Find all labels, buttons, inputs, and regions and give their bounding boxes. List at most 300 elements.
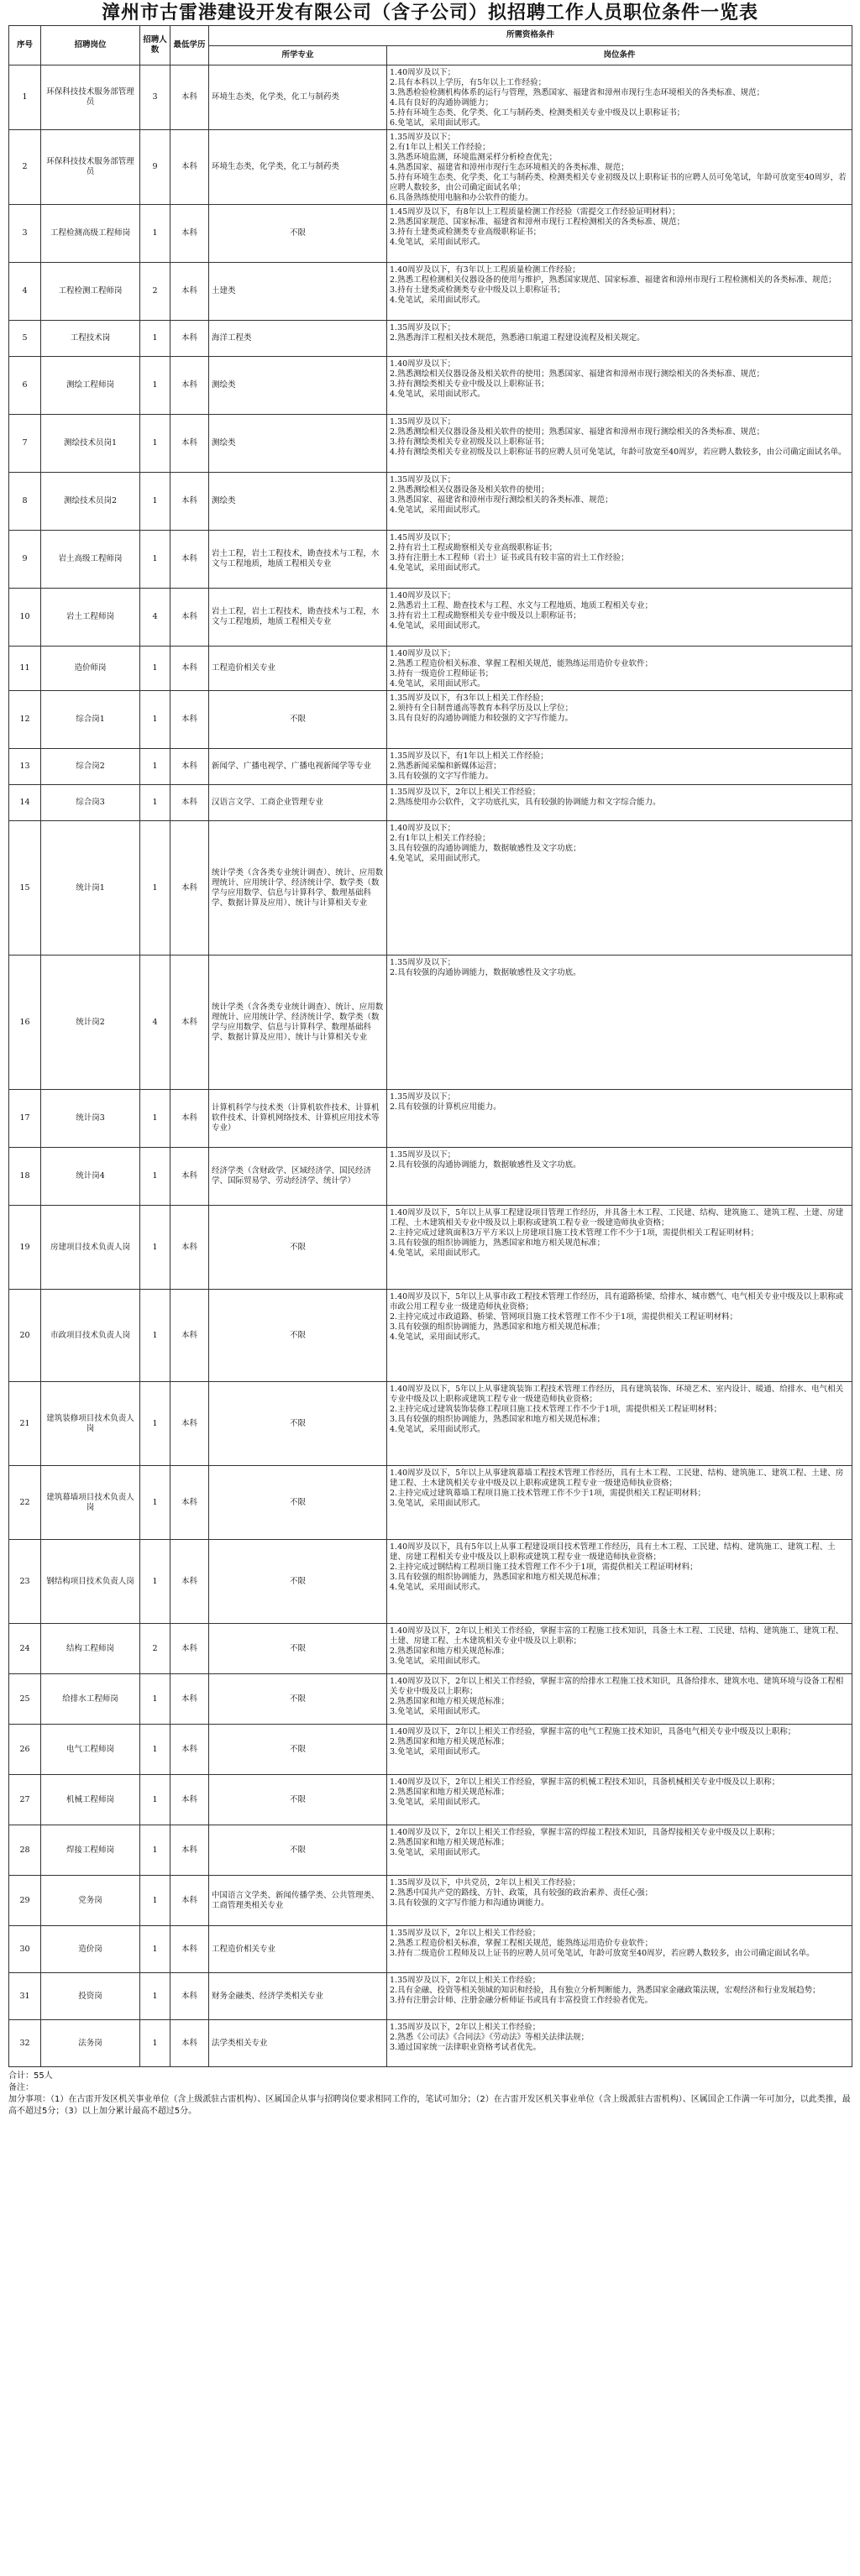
row-count: 1 xyxy=(140,647,170,691)
condition-line: 3.具有较强的组织协调能力，熟悉国家和地方相关规范标准； xyxy=(390,1415,606,1424)
row-education: 本科 xyxy=(170,821,209,956)
row-number: 16 xyxy=(9,956,41,1090)
condition-line: 1.40周岁及以下，具有5年以上从事工程建设项目技术管理工作经历，具有土木工程、工民建、结构、建筑施工、建筑工程、土建、房建工程相关专业中级及以上职称或建筑工程专业一级建造师执业资格； xyxy=(390,1542,836,1562)
row-number: 26 xyxy=(9,1725,41,1775)
row-count: 1 xyxy=(140,2020,170,2067)
condition-line: 6.具备熟练使用电脑和办公软件的能力。 xyxy=(390,193,533,202)
row-position: 测绘技术员岗1 xyxy=(41,415,140,473)
condition-line: 1.40周岁及以下； xyxy=(390,359,456,369)
condition-line: 4.免笔试，采用面试形式。 xyxy=(390,854,485,863)
row-position: 法务岗 xyxy=(41,2020,140,2067)
condition-line: 2.熟悉工程检测相关仪器设备的使用与维护，熟悉国家规范、国家标准、福建省和漳州市现行工程检测相关的各类标准、规范； xyxy=(390,275,836,285)
row-number: 12 xyxy=(9,691,41,749)
row-count: 1 xyxy=(140,1290,170,1382)
row-education: 本科 xyxy=(170,1775,209,1825)
table-row xyxy=(9,205,852,263)
row-count: 1 xyxy=(140,1382,170,1466)
row-major: 不限 xyxy=(209,1624,387,1674)
row-count: 9 xyxy=(140,130,170,205)
row-position: 综合岗1 xyxy=(41,691,140,749)
row-conditions xyxy=(387,263,852,321)
row-count: 1 xyxy=(140,531,170,589)
row-education: 本科 xyxy=(170,1973,209,2020)
row-number: 11 xyxy=(9,647,41,691)
row-count: 1 xyxy=(140,821,170,956)
row-conditions xyxy=(387,1382,852,1466)
row-count: 4 xyxy=(140,589,170,647)
condition-line: 2.熟练使用办公软件，文字功底扎实，具有较强的协调能力和文字综合能力。 xyxy=(390,798,661,807)
row-count: 4 xyxy=(140,956,170,1090)
row-conditions xyxy=(387,531,852,589)
row-education: 本科 xyxy=(170,65,209,130)
table-row xyxy=(9,2020,852,2067)
table-row xyxy=(9,1090,852,1148)
row-position: 测绘技术员岗2 xyxy=(41,473,140,531)
row-major: 测绘类 xyxy=(209,357,387,415)
condition-line: 1.40周岁及以下，5年以上从事建筑幕墙工程技术管理工作经历，具有土木工程、工民建、结构、建筑施工、建筑工程、土建、房建工程、土木建筑相关专业中级及以上职称或建筑工程专业一级建造师执业资格； xyxy=(390,1469,844,1488)
table-row xyxy=(9,1382,852,1466)
row-conditions xyxy=(387,415,852,473)
row-conditions xyxy=(387,785,852,821)
condition-line: 5.持有环境生态类、化学类、化工与制药类、检测类相关专业中级及以上职称证书； xyxy=(390,108,685,118)
row-number: 28 xyxy=(9,1825,41,1876)
condition-line: 5.持有环境生态类、化学类、化工与制药类、检测类相关专业初级及以上职称证书的应聘人员可免笔试，年龄可放宽至40周岁，若应聘人数较多，由公司确定面试名单； xyxy=(390,173,847,192)
row-number: 13 xyxy=(9,749,41,785)
table-row xyxy=(9,1973,852,2020)
table-row xyxy=(9,1206,852,1290)
row-count: 1 xyxy=(140,1876,170,1926)
row-count: 1 xyxy=(140,357,170,415)
row-position: 党务岗 xyxy=(41,1876,140,1926)
document-page xyxy=(8,0,852,2118)
row-count: 1 xyxy=(140,1148,170,1206)
condition-line: 1.35周岁及以下，2年以上相关工作经验； xyxy=(390,1929,541,1938)
condition-line: 3.具有较强的组织协调能力，熟悉国家和地方相关规范标准； xyxy=(390,1238,606,1248)
row-conditions xyxy=(387,956,852,1090)
row-conditions xyxy=(387,321,852,357)
condition-line: 2.熟悉岩土工程、勘查技术与工程、水文与工程地质、地质工程相关专业； xyxy=(390,601,653,610)
condition-line: 3.持有注册会计师、注册金融分析师证书或具有丰富投资工作经验者优先。 xyxy=(390,1996,653,2005)
condition-line: 3.通过国家统一法律职业资格考试者优先。 xyxy=(390,2043,542,2052)
row-number: 3 xyxy=(9,205,41,263)
row-education: 本科 xyxy=(170,415,209,473)
condition-line: 2.熟悉工程造价相关标准、掌握工程相关规范，能熟练运用造价专业软件； xyxy=(390,659,653,668)
row-number: 22 xyxy=(9,1466,41,1540)
row-conditions xyxy=(387,1290,852,1382)
row-major: 土建类 xyxy=(209,263,387,321)
row-conditions xyxy=(387,1206,852,1290)
row-number: 23 xyxy=(9,1540,41,1624)
condition-line: 3.持有二级造价工程师及以上证书的应聘人员可免笔试，年龄可放宽至40周岁，若应聘人数较多，由公司确定面试名单。 xyxy=(390,1949,815,1958)
row-conditions xyxy=(387,1825,852,1876)
condition-line: 1.45周岁及以下，有8年以上工程质量检测工作经验（需提交工作经验证明材料）； xyxy=(390,207,680,217)
row-position: 焊接工程师岗 xyxy=(41,1825,140,1876)
condition-line: 1.40周岁及以下，2年以上相关工作经验，掌握丰富的电气工程施工技术知识，具备电气相关专业中级及以上职称； xyxy=(390,1727,796,1736)
row-count: 1 xyxy=(140,1725,170,1775)
header-position: 招聘岗位 xyxy=(41,26,140,65)
condition-line: 2.须持有全日制普通高等教育本科学历及以上学位； xyxy=(390,704,574,713)
row-education: 本科 xyxy=(170,1090,209,1148)
condition-line: 3.免笔试，采用面试形式。 xyxy=(390,1499,485,1508)
row-major: 法学类相关专业 xyxy=(209,2020,387,2067)
total-count: 合计：55人 xyxy=(8,2071,53,2081)
condition-line: 3.持有测绘类相关专业初级及以上职称证书； xyxy=(390,437,549,447)
row-major: 经济学类（含财政学、区域经济学、国民经济学、国际贸易学、劳动经济学、统计学） xyxy=(209,1148,387,1206)
condition-line: 1.40周岁及以下，2年以上相关工作经验，掌握丰富的焊接工程技术知识，具备焊接相关专业中级及以上职称； xyxy=(390,1828,780,1837)
row-number: 20 xyxy=(9,1290,41,1382)
row-number: 15 xyxy=(9,821,41,956)
table-row xyxy=(9,785,852,821)
table-row xyxy=(9,1825,852,1876)
header-conditions: 岗位条件 xyxy=(387,45,852,65)
row-major: 环境生态类，化学类，化工与制药类 xyxy=(209,130,387,205)
condition-line: 4.持有测绘类相关专业初级及以上职称证书的应聘人员可免笔试，年龄可放宽至40周岁，若应聘人数较多，由公司确定面试名单。 xyxy=(390,448,847,457)
condition-line: 1.40周岁及以下，2年以上相关工作经验，掌握丰富的机械工程技术知识，具备机械相关专业中级及以上职称； xyxy=(390,1778,780,1787)
row-education: 本科 xyxy=(170,589,209,647)
condition-line: 1.35周岁及以下，中共党员，2年以上相关工作经验； xyxy=(390,1878,580,1887)
row-conditions xyxy=(387,1876,852,1926)
condition-line: 1.40周岁及以下，2年以上相关工作经验，掌握丰富的工程施工技术知识，具备土木工程、工民建、结构、建筑施工、建筑工程、土建、房建工程、土木建筑相关专业中级及以上职称； xyxy=(390,1626,844,1646)
row-major: 测绘类 xyxy=(209,415,387,473)
row-conditions xyxy=(387,1973,852,2020)
condition-line: 3.熟悉国家、福建省和漳州市现行测绘相关的各类标准、规范； xyxy=(390,495,613,505)
condition-line: 4.免笔试，采用面试形式。 xyxy=(390,390,485,399)
condition-line: 3.免笔试，采用面试形式。 xyxy=(390,1848,485,1857)
condition-line: 4.免笔试，采用面试形式。 xyxy=(390,1333,485,1342)
row-major: 汉语言文学、工商企业管理专业 xyxy=(209,785,387,821)
table-footer xyxy=(8,2071,852,2118)
condition-line: 1.40周岁及以下； xyxy=(390,824,456,833)
header-row xyxy=(9,26,852,46)
condition-line: 1.35周岁及以下，2年以上相关工作经验； xyxy=(390,2023,541,2032)
row-position: 给排水工程师岗 xyxy=(41,1674,140,1725)
row-position: 建筑幕墙项目技术负责人岗 xyxy=(41,1466,140,1540)
row-count: 1 xyxy=(140,691,170,749)
row-conditions xyxy=(387,691,852,749)
condition-line: 2.熟悉国家和地方相关规范标准； xyxy=(390,1788,510,1797)
table-row xyxy=(9,130,852,205)
table-row xyxy=(9,1876,852,1926)
row-position: 造价岗 xyxy=(41,1926,140,1973)
condition-line: 2.有1年以上相关工作经验； xyxy=(390,834,490,843)
row-education: 本科 xyxy=(170,1290,209,1382)
row-education: 本科 xyxy=(170,1540,209,1624)
row-count: 1 xyxy=(140,1973,170,2020)
table-row xyxy=(9,589,852,647)
condition-line: 4.免笔试，采用面试形式。 xyxy=(390,1583,485,1592)
row-major: 不限 xyxy=(209,691,387,749)
row-count: 1 xyxy=(140,1674,170,1725)
row-major: 不限 xyxy=(209,1466,387,1540)
row-count: 1 xyxy=(140,473,170,531)
condition-line: 1.35周岁及以下，2年以上相关工作经验； xyxy=(390,1976,541,1985)
row-number: 31 xyxy=(9,1973,41,2020)
row-education: 本科 xyxy=(170,205,209,263)
row-number: 29 xyxy=(9,1876,41,1926)
positions-table xyxy=(8,25,852,2067)
condition-line: 2.熟悉《公司法》《合同法》《劳动法》等相关法律法规； xyxy=(390,2033,590,2042)
row-major: 统计学类（含各类专业统计调查）、统计、应用数理统计、应用统计学、经济统计学、数学类（数学与应用数学、信息与计算科学、数理基础科学、数据计算及应用）、统计与计算相关专业 xyxy=(209,821,387,956)
table-row xyxy=(9,473,852,531)
condition-line: 2.具有金融、投资等相关领域的知识和经验，具有独立分析判断能力，熟悉国家金融政策法规，宏观经济和行业发展趋势； xyxy=(390,1986,821,1995)
table-row xyxy=(9,1926,852,1973)
row-position: 电气工程师岗 xyxy=(41,1725,140,1775)
condition-line: 6.免笔试，采用面试形式。 xyxy=(390,118,485,128)
row-education: 本科 xyxy=(170,531,209,589)
condition-line: 2.熟悉国家和地方相关规范标准； xyxy=(390,1697,510,1706)
row-position: 岩土工程师岗 xyxy=(41,589,140,647)
row-conditions xyxy=(387,1775,852,1825)
header-requirements-group: 所需资格条件 xyxy=(209,26,852,46)
row-number: 25 xyxy=(9,1674,41,1725)
condition-line: 2.熟悉测绘相关仪器设备及相关软件的使用； xyxy=(390,485,549,495)
row-count: 1 xyxy=(140,1090,170,1148)
row-major: 岩土工程，岩土工程技术，勘查技术与工程，水文与工程地质，地质工程相关专业 xyxy=(209,589,387,647)
condition-line: 2.熟悉中国共产党的路线、方针、政策，具有较强的政治素养、责任心强； xyxy=(390,1888,653,1898)
row-number: 9 xyxy=(9,531,41,589)
table-row xyxy=(9,321,852,357)
row-major: 中国语言文学类、新闻传播学类、公共管理类、工商管理类相关专业 xyxy=(209,1876,387,1926)
row-conditions xyxy=(387,821,852,956)
condition-line: 3.持有一级造价工程师证书； xyxy=(390,669,494,678)
row-education: 本科 xyxy=(170,130,209,205)
condition-line: 4.熟悉国家、福建省和漳州市现行生态环境相关的各类标准、规范； xyxy=(390,163,629,172)
row-conditions xyxy=(387,589,852,647)
row-education: 本科 xyxy=(170,1926,209,1973)
condition-line: 2.熟悉国家和地方相关规范标准； xyxy=(390,1647,510,1656)
row-conditions xyxy=(387,65,852,130)
row-education: 本科 xyxy=(170,785,209,821)
row-position: 环保科技技术服务部管理员 xyxy=(41,130,140,205)
row-position: 房建项目技术负责人岗 xyxy=(41,1206,140,1290)
table-row xyxy=(9,749,852,785)
condition-line: 2.主持完成过建筑装饰装修工程项目施工技术管理工作不少于1项，需提供相关工程证明材料； xyxy=(390,1405,722,1414)
row-count: 1 xyxy=(140,1466,170,1540)
row-position: 岩土高级工程师岗 xyxy=(41,531,140,589)
header-major: 所学专业 xyxy=(209,45,387,65)
condition-line: 4.具有良好的沟通协调能力； xyxy=(390,98,494,107)
table-row xyxy=(9,956,852,1090)
condition-line: 1.35周岁及以下； xyxy=(390,1150,456,1160)
row-count: 1 xyxy=(140,205,170,263)
row-major: 不限 xyxy=(209,1290,387,1382)
row-position: 统计岗4 xyxy=(41,1148,140,1206)
condition-line: 2.主持完成过市政道路、桥梁、管网项目施工技术管理工作不少于1项，需提供相关工程证明材料； xyxy=(390,1312,738,1322)
table-row xyxy=(9,1725,852,1775)
condition-line: 2.主持完成过钢结构工程项目施工技术管理工作不少于1项，需提供相关工程证明材料； xyxy=(390,1563,698,1572)
row-number: 7 xyxy=(9,415,41,473)
row-education: 本科 xyxy=(170,1725,209,1775)
row-education: 本科 xyxy=(170,321,209,357)
condition-line: 1.40周岁及以下，5年以上从事建筑装饰工程技术管理工作经历，具有建筑装饰、环境艺术、室内设计、暖通、给排水、电气相关专业中级及以上职称或建筑工程专业一级建造师执业资格； xyxy=(390,1385,844,1404)
condition-line: 3.免笔试，采用面试形式。 xyxy=(390,1657,485,1666)
row-position: 统计岗2 xyxy=(41,956,140,1090)
condition-line: 2.熟悉新闻采编和新媒体运营； xyxy=(390,762,501,771)
condition-line: 2.具有较强的沟通协调能力，数据敏感性及文字功底。 xyxy=(390,968,581,977)
row-conditions xyxy=(387,130,852,205)
row-conditions xyxy=(387,1624,852,1674)
table-body xyxy=(9,65,852,2067)
row-number: 2 xyxy=(9,130,41,205)
condition-line: 1.35周岁及以下； xyxy=(390,1092,456,1102)
row-position: 工程技术岗 xyxy=(41,321,140,357)
condition-line: 1.40周岁及以下； xyxy=(390,68,456,77)
condition-line: 1.40周岁及以下； xyxy=(390,591,456,600)
table-row xyxy=(9,1674,852,1725)
row-major: 工程造价相关专业 xyxy=(209,647,387,691)
condition-line: 2.主持完成过建筑幕墙工程项目施工技术管理工作不少于1项，需提供相关工程证明材料； xyxy=(390,1489,706,1498)
condition-line: 2.有1年以上相关工作经验； xyxy=(390,143,490,152)
row-major: 不限 xyxy=(209,1382,387,1466)
condition-line: 4.免笔试，采用面试形式。 xyxy=(390,679,485,689)
condition-line: 1.40周岁及以下； xyxy=(390,649,456,658)
row-position: 工程检测高级工程师岗 xyxy=(41,205,140,263)
condition-line: 2.具有较强的计算机应用能力。 xyxy=(390,1102,501,1112)
row-number: 21 xyxy=(9,1382,41,1466)
row-conditions xyxy=(387,1148,852,1206)
row-major: 不限 xyxy=(209,1725,387,1775)
row-position: 环保科技技术服务部管理员 xyxy=(41,65,140,130)
condition-line: 4.免笔试，采用面试形式。 xyxy=(390,238,485,247)
row-major: 计算机科学与技术类（计算机软件技术、计算机软件技术、计算机网络技术、计算机应用技术等专业） xyxy=(209,1090,387,1148)
row-conditions xyxy=(387,749,852,785)
row-conditions xyxy=(387,1674,852,1725)
row-major: 不限 xyxy=(209,1825,387,1876)
row-conditions xyxy=(387,647,852,691)
row-conditions xyxy=(387,473,852,531)
condition-line: 1.35周岁及以下； xyxy=(390,958,456,967)
row-position: 建筑装修项目技术负责人岗 xyxy=(41,1382,140,1466)
row-major: 不限 xyxy=(209,1674,387,1725)
row-count: 1 xyxy=(140,1926,170,1973)
row-position: 统计岗1 xyxy=(41,821,140,956)
condition-line: 2.具有本科以上学历，有5年以上工作经验； xyxy=(390,78,547,87)
note-text: 加分事项：（1）在古雷开发区机关事业单位（含上级派驻古雷机构）、区属国企从事与招聘岗位要求相同工作的，笔试可加分；（2）在古雷开发区机关事业单位（含上级派驻古雷机构）、区属国企工作满一年可加分，以此类推，最高不超过5分；（3）以上加分累计最高不超过5分。 xyxy=(8,2095,851,2116)
condition-line: 3.持有土建类或检测类专业中级及以上职称证书； xyxy=(390,285,565,295)
row-number: 14 xyxy=(9,785,41,821)
condition-line: 2.主持完成过建筑面积3万平方米以上房建项目施工技术管理工作不少于1项，需提供相关工程证明材料； xyxy=(390,1228,759,1238)
row-education: 本科 xyxy=(170,749,209,785)
row-count: 2 xyxy=(140,263,170,321)
row-count: 1 xyxy=(140,321,170,357)
table-row xyxy=(9,415,852,473)
table-row xyxy=(9,531,852,589)
condition-line: 1.35周岁及以下，2年以上相关工作经验； xyxy=(390,788,541,797)
condition-line: 4.免笔试，采用面试形式。 xyxy=(390,563,485,573)
row-education: 本科 xyxy=(170,1466,209,1540)
condition-line: 2.熟悉国家规范、国家标准、福建省和漳州市现行工程检测相关的各类标准、规范； xyxy=(390,217,685,227)
condition-line: 1.45周岁及以下； xyxy=(390,533,456,542)
row-number: 4 xyxy=(9,263,41,321)
row-number: 32 xyxy=(9,2020,41,2067)
condition-line: 3.具有较强的文字写作能力和沟通协调能力。 xyxy=(390,1898,549,1908)
condition-line: 2.持有岩土工程或勘察相关专业高级职称证书； xyxy=(390,543,558,552)
row-position: 综合岗2 xyxy=(41,749,140,785)
row-number: 18 xyxy=(9,1148,41,1206)
condition-line: 2.熟悉测绘相关仪器设备及相关软件的使用；熟悉国家、福建省和漳州市现行测绘相关的各类标准、规范； xyxy=(390,369,765,379)
row-number: 27 xyxy=(9,1775,41,1825)
row-conditions xyxy=(387,1725,852,1775)
row-conditions xyxy=(387,1540,852,1624)
table-row xyxy=(9,65,852,130)
row-count: 1 xyxy=(140,1206,170,1290)
row-position: 统计岗3 xyxy=(41,1090,140,1148)
row-number: 1 xyxy=(9,65,41,130)
row-position: 市政项目技术负责人岗 xyxy=(41,1290,140,1382)
row-conditions xyxy=(387,1090,852,1148)
table-row xyxy=(9,1624,852,1674)
row-number: 19 xyxy=(9,1206,41,1290)
row-major: 统计学类（含各类专业统计调查）、统计、应用数理统计、应用统计学、经济统计学、数学类（数学与应用数学、信息与计算科学、数理基础科学、数据计算及应用）、统计与计算相关专业 xyxy=(209,956,387,1090)
condition-line: 1.35周岁及以下； xyxy=(390,323,456,332)
condition-line: 3.持有注册土木工程师（岩土）证书或具有较丰富的岩土工作经验； xyxy=(390,553,629,563)
condition-line: 2.熟悉国家和地方相关规范标准； xyxy=(390,1838,510,1847)
row-education: 本科 xyxy=(170,647,209,691)
row-major: 不限 xyxy=(209,1206,387,1290)
row-major: 不限 xyxy=(209,205,387,263)
row-education: 本科 xyxy=(170,1148,209,1206)
note-label: 备注： xyxy=(8,2083,34,2092)
row-major: 海洋工程类 xyxy=(209,321,387,357)
condition-line: 1.40周岁及以下，5年以上从事工程建设项目管理工作经历，并具备土木工程、工民建、结构、建筑施工、建筑工程、土建、房建工程、土木建筑相关专业中级及以上职称或建筑工程专业一级建造师执业资格； xyxy=(390,1208,844,1228)
row-education: 本科 xyxy=(170,2020,209,2067)
condition-line: 3.具有较强的组织协调能力，熟悉国家和地方相关规范标准； xyxy=(390,1573,606,1582)
condition-line: 3.免笔试，采用面试形式。 xyxy=(390,1798,485,1807)
condition-line: 3.持有测绘类相关专业中级及以上职称证书； xyxy=(390,380,549,389)
row-position: 结构工程师岗 xyxy=(41,1624,140,1674)
row-count: 1 xyxy=(140,1825,170,1876)
condition-line: 2.熟悉工程造价相关标准，掌握工程相关规范，能熟练运用造价专业软件； xyxy=(390,1939,653,1948)
condition-line: 3.熟悉检验检测机构体系的运行与管理，熟悉国家、福建省和漳州市现行生态环境相关的各类标准、规范； xyxy=(390,88,765,97)
row-conditions xyxy=(387,1926,852,1973)
row-education: 本科 xyxy=(170,691,209,749)
row-position: 工程检测工程师岗 xyxy=(41,263,140,321)
header-education: 最低学历 xyxy=(170,26,209,65)
condition-line: 2.熟悉海洋工程相关技术规范，熟悉港口航道工程建设流程及相关规定。 xyxy=(390,333,645,343)
row-education: 本科 xyxy=(170,1382,209,1466)
row-number: 17 xyxy=(9,1090,41,1148)
table-row xyxy=(9,357,852,415)
condition-line: 1.35周岁及以下，有1年以上相关工作经验； xyxy=(390,751,548,761)
table-row xyxy=(9,1540,852,1624)
condition-line: 3.具有较强的沟通协调能力，数据敏感性及文字功底； xyxy=(390,844,581,853)
row-education: 本科 xyxy=(170,1624,209,1674)
condition-line: 4.免笔试，采用面试形式。 xyxy=(390,1425,485,1434)
table-row xyxy=(9,691,852,749)
row-education: 本科 xyxy=(170,1876,209,1926)
condition-line: 1.35周岁及以下； xyxy=(390,417,456,427)
document-title: 漳州市古雷港建设开发有限公司（含子公司）拟招聘工作人员职位条件一览表 xyxy=(101,2,758,24)
condition-line: 4.免笔试，采用面试形式。 xyxy=(390,1249,485,1258)
row-count: 1 xyxy=(140,749,170,785)
condition-line: 2.具有较强的沟通协调能力，数据敏感性及文字功底。 xyxy=(390,1160,581,1170)
condition-line: 3.熟悉环境监测，环境监测采样分析检查优先； xyxy=(390,153,558,162)
row-education: 本科 xyxy=(170,956,209,1090)
condition-line: 3.免笔试，采用面试形式。 xyxy=(390,1747,485,1757)
row-conditions xyxy=(387,2020,852,2067)
row-education: 本科 xyxy=(170,1674,209,1725)
condition-line: 3.持有土建类或检测类专业高级职称证书； xyxy=(390,228,542,237)
row-position: 机械工程师岗 xyxy=(41,1775,140,1825)
row-position: 造价师岗 xyxy=(41,647,140,691)
condition-line: 4.免笔试，采用面试形式。 xyxy=(390,296,485,305)
header-no: 序号 xyxy=(9,26,41,65)
condition-line: 3.持有岩土工程或勘察相关专业中级及以上职称证书； xyxy=(390,611,581,620)
row-education: 本科 xyxy=(170,357,209,415)
condition-line: 2.熟悉测绘相关仪器设备及相关软件的使用；熟悉国家、福建省和漳州市现行测绘相关的各类标准、规范； xyxy=(390,427,765,437)
row-count: 3 xyxy=(140,65,170,130)
row-number: 8 xyxy=(9,473,41,531)
